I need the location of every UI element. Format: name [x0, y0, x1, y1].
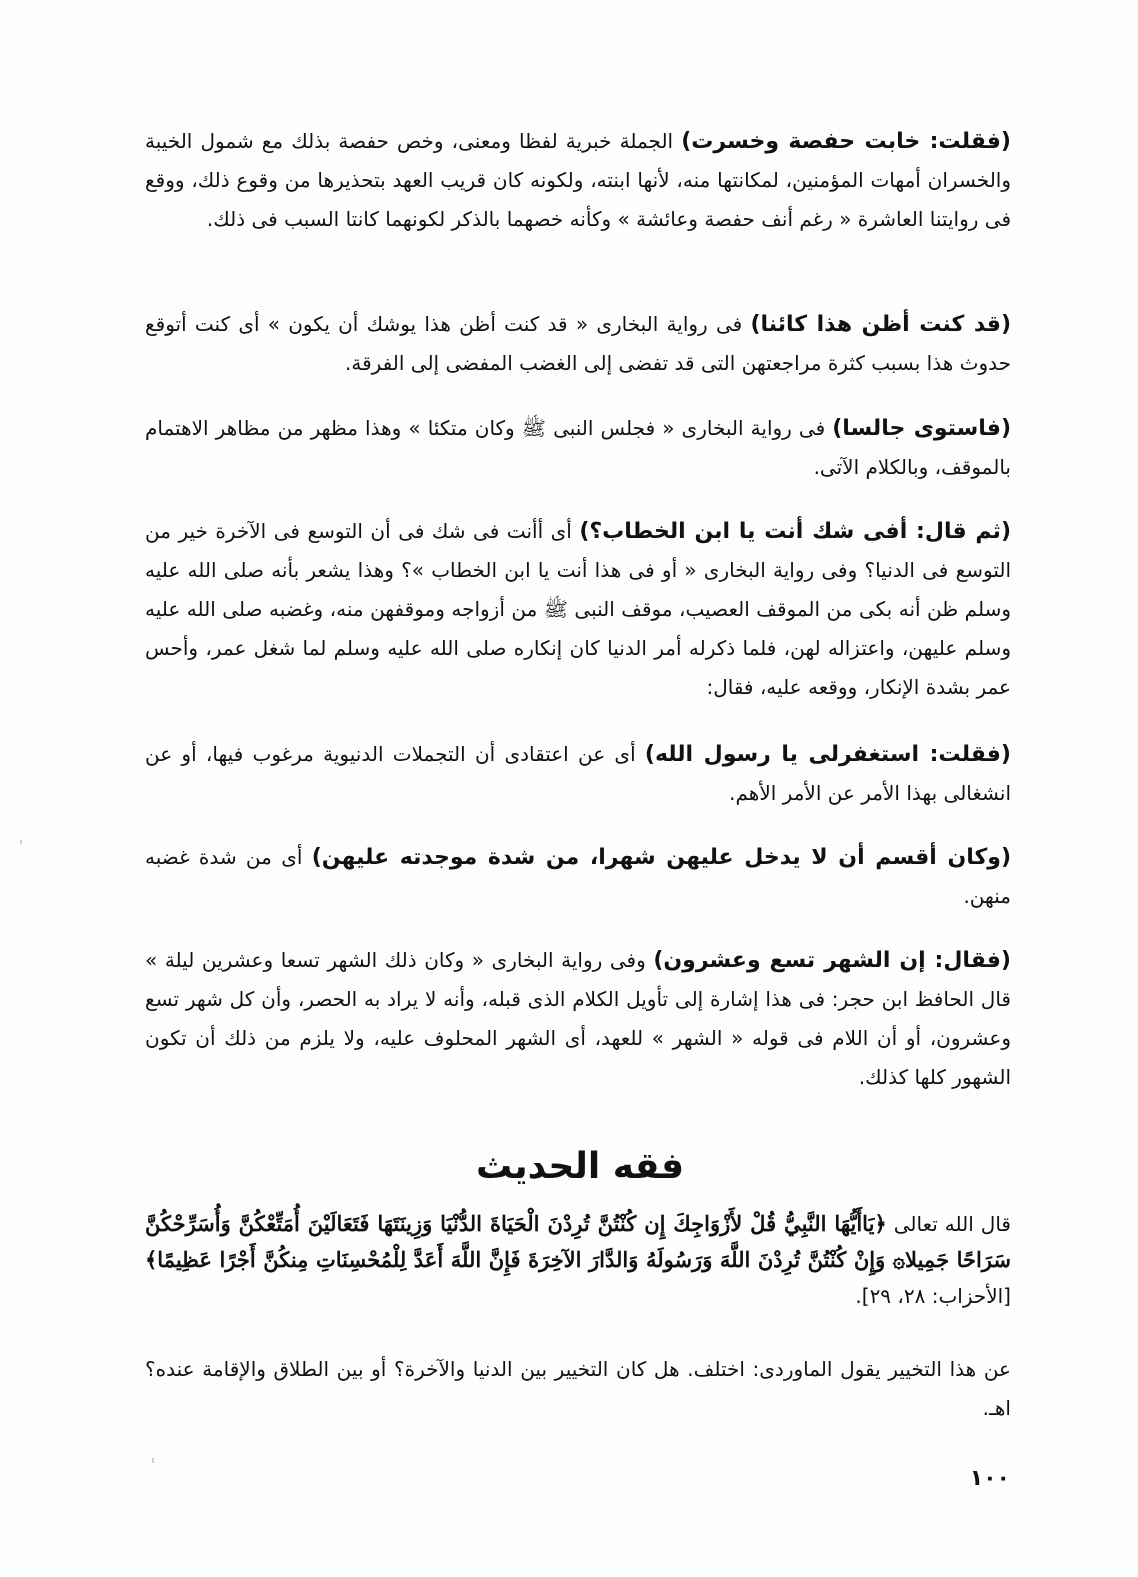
paragraph [145, 735, 1011, 813]
bold-heading-phrase: (فقلت: خابت حفصة وخسرت) [681, 129, 1011, 154]
quran-intro: قال الله تعالى [886, 1212, 1011, 1236]
paragraph [145, 305, 1011, 383]
paragraph-text: فى رواية البخارى « قد كنت أظن هذا يوشك أن يكون » أى كنت أتوقع حدوث هذا بسبب كثرة مراجعتهن التى قد تفضى إلى الغضب المفضى إلى الفرقة. [145, 312, 1011, 375]
scan-mark [152, 1458, 154, 1463]
quran-paragraph [145, 1206, 1011, 1314]
paragraph [145, 122, 1011, 239]
paragraph: عن هذا التخيير يقول الماوردى: اختلف. هل كان التخيير بين الدنيا والآخرة؟ أو بين الطلاق والإقامة عنده؟ اهـ. [145, 1357, 1011, 1420]
paragraph [145, 512, 1011, 707]
bold-heading-phrase: (فقلت: استغفرلى يا رسول الله) [644, 742, 1011, 767]
paragraph-text: أى أأنت فى شك فى أن التوسع فى الآخرة خير من التوسع فى الدنيا؟ وفى رواية البخارى « أو فى هذا أنت يا ابن الخطاب »؟ وهذا يشعر بأنه صلى الله عليه وسلم ظن أنه بكى من الموقف العصيب، موقف النبى ﷺ من أزواجه وموقفهن منه، وغضبه صلى الله عليه وسلم عليهن، واعتزاله لهن، فلما ذكرله أمر الدنيا كان إنكاره صلى الله عليه وسلم لما شغل عمر، وأحس عمر بشدة الإنكار، ووقعه عليه، فقال: [145, 519, 1011, 699]
paragraph-text: فى رواية البخارى « فجلس النبى ﷺ وكان متكئا » وهذا مظهر من مظاهر الاهتمام بالموقف، وبالكلام الآتى. [145, 416, 1011, 479]
paragraph-text: وفى رواية البخارى « وكان ذلك الشهر تسعا وعشرين ليلة » قال الحافظ ابن حجر: فى هذا إشارة إلى تأويل الكلام الذى قبله، وأنه لا يراد به الحصر، وأن كل شهر تسع وعشرون، أو أن اللام فى قوله « الشهر » للعهد، أى الشهر المحلوف عليه، ولا يلزم من ذلك أن تكون الشهور كلها كذلك. [145, 948, 1011, 1089]
scan-mark [20, 840, 22, 844]
bold-heading-phrase: (فقال: إن الشهر تسع وعشرون) [653, 948, 1011, 973]
quran-citation: [الأحزاب: ٢٨، ٢٩]. [855, 1284, 1011, 1308]
paragraph-text: أى عن اعتقادى أن التجملات الدنيوية مرغوب فيها، أو عن انشغالى بهذا الأمر عن الأمر الأهم. [145, 742, 1011, 805]
bold-heading-phrase: (وكان أقسم أن لا يدخل عليهن شهرا، من شدة موجدته عليهن) [311, 845, 1012, 870]
paragraph-text: أى من شدة غضبه منهن. [145, 845, 1011, 908]
paragraph-text: الجملة خبرية لفظا ومعنى، وخص حفصة بذلك مع شمول الخيبة والخسران أمهات المؤمنين، لمكانتها منه، لأنها ابنته، ولكونه كان قريب العهد بتحذيرها من وقوع ذلك، ووقع فى روايتنا العاشرة « رغم أنف حفصة وعائشة » وكأنه خصهما بالذكر لكونهما كانتا السبب فى ذلك. [145, 129, 1011, 231]
bold-heading-phrase: (فاستوى جالسا) [832, 416, 1011, 441]
page-number: ١٠٠ [969, 1466, 1010, 1491]
paragraph [145, 838, 1011, 916]
bold-heading-phrase: (ثم قال: أفى شك أنت يا ابن الخطاب؟) [579, 519, 1011, 544]
bold-heading-phrase: (قد كنت أظن هذا كائنا) [750, 312, 1011, 337]
section-heading: فقه الحديث [475, 1145, 685, 1187]
paragraph [145, 409, 1011, 487]
quran-verse: ﴿يَاأَيُّهَا النَّبِيُّ قُلْ لأَزْوَاجِكَ إِن كُنْتُنَّ تُرِدْنَ الْحَيَاةَ الدُّنْيَا وَزِينَتَهَا فَتَعَالَيْنَ أُمَتِّعْكُنَّ وَأُسَرِّحْكُنَّ سَرَاحًا جَمِيلا۞ وَإِنْ كُنْتُنَّ تُرِدْنَ اللَّهَ وَرَسُولَهُ وَالدَّارَ الآخِرَةَ فَإِنَّ اللَّهَ أَعَدَّ لِلْمُحْسِنَاتِ مِنكُنَّ أَجْرًا عَظِيمًا﴾ [145, 1211, 1011, 1272]
paragraph [145, 941, 1011, 1097]
